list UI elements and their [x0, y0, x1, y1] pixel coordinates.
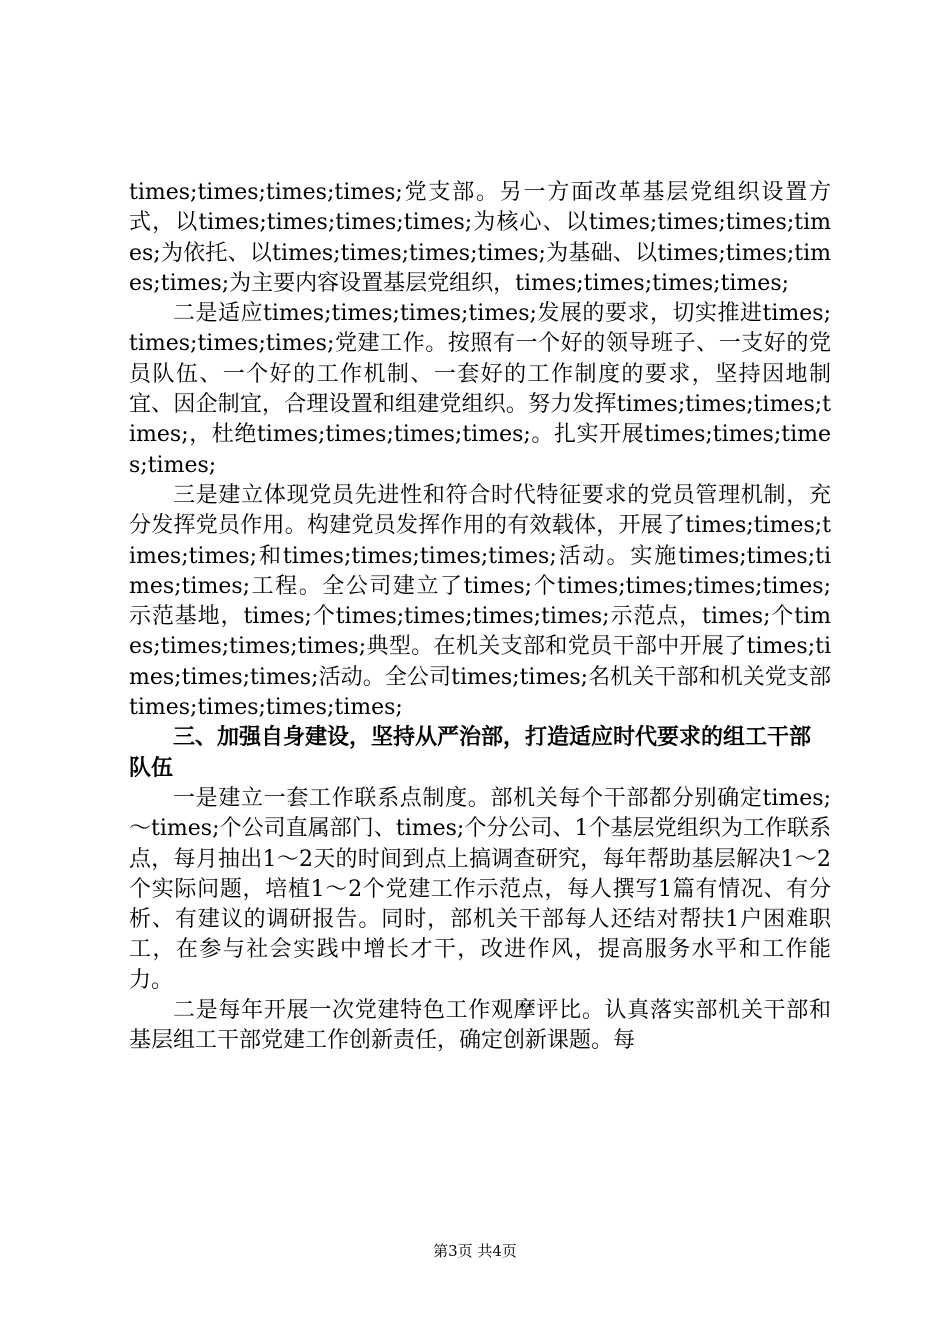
paragraph-3: 三是建立体现党员先进性和符合时代特征要求的党员管理机制，充分发挥党员作用。构建党员发挥作用的有效载体，开展了times;times;times;times;和times;times;times;times;活动。实施times;times;times;times;工程。全公司建立了times;个times;times;times;times;示范基地，times;个times;times;times;times;示范点，times;个times;times;times;times;典型。在机关支部和党员干部中开展了times;times;times;times;活动。全公司times;times;名机关干部和机关党支部times;times;times;times; [129, 482, 831, 721]
document-body [129, 178, 831, 1057]
paragraph-1: times;times;times;times;党支部。另一方面改革基层党组织设置方式，以times;times;times;times;为核心、以times;times;times;times;为依托、以times;times;times;times;为基础、以times;times;times;times;为主要内容设置基层党组织，times;times;times;times; [129, 180, 831, 296]
paragraph-2: 二是适应times;times;times;times;发展的要求，切实推进times;times;times;times;党建工作。按照有一个好的领导班子、一支好的党员队伍、一个好的工作机制、一套好的工作制度的要求，坚持因地制宜、因企制宜，合理设置和组建党组织。努力发挥times;times;times;times;，杜绝times;times;times;times;。扎实开展times;times;times;times; [129, 301, 831, 478]
section-heading: 三、加强自身建设，坚持从严治部，打造适应时代要求的组工干部队伍 [129, 725, 812, 781]
paragraph-5: 二是每年开展一次党建特色工作观摩评比。认真落实部机关干部和基层组工干部党建工作创新责任，确定创新课题。每 [129, 998, 831, 1054]
paragraph-4: 一是建立一套工作联系点制度。部机关每个干部都分别确定times;～times;个公司直属部门、times;个分公司、1个基层党组织为工作联系点，每月抽出1～2天的时间到点上搞调查研究，每年帮助基层解决1～2个实际问题，培植1～2个党建工作示范点，每人撰写1篇有情况、有分析、有建议的调研报告。同时，部机关干部每人还结对帮扶1户困难职工，在参与社会实践中增长才干，改进作风，提高服务水平和工作能力。 [129, 785, 831, 993]
page-number-footer: 第3页 共4页 [433, 1242, 517, 1260]
